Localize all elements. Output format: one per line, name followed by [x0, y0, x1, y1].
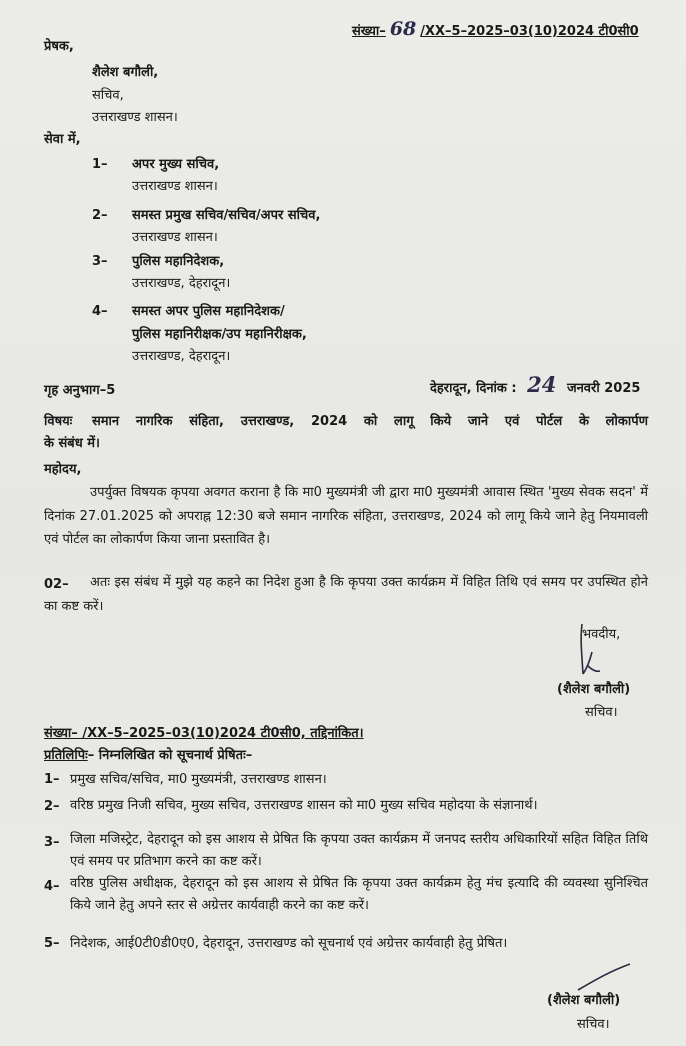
body-paragraph: उपर्युक्त विषयक कृपया अवगत कराना है कि मा0 मुख्यमंत्री जी द्वारा मा0 मुख्यमंत्री आवास स्थित 'मुख्य सेवक सदन' में दिनांक 27.01.2025 को अपराह्न 12:30 बजे समान नागरिक संहिता, उत्तराखण्ड, 2024 को लागू किये जाने हेतु नियमावली एवं पोर्टल का लोकार्पण किया जाना प्रस्तावित है।: [44, 485, 648, 547]
copy-item-text: जिला मजिस्ट्रेट, देहरादून को इस आशय से प्रेषित कि कृपया उक्त कार्यक्रम में जनपद स्तरीय अधिकारियों सहित विहित तिथि एवं समय पर प्रतिभाग करने का कष्ट करें।: [70, 832, 648, 869]
reference-suffix: /XX–5–2025–03(10)2024 टी0सी0: [420, 24, 639, 39]
recipient-line: समस्त प्रमुख सचिव/सचिव/अपर सचिव,: [132, 208, 321, 223]
body-paragraph: [44, 571, 648, 618]
date-day-handwritten: 24: [527, 372, 557, 397]
copy-item-text: वरिष्ठ पुलिस अधीक्षक, देहरादून को इस आशय से प्रेषित कि कृपया उक्त कार्यक्रम हेतु मंच इत्यादि की व्यवस्था सुनिश्चित किये जाने हेतु अपने स्तर से अग्रेत्तर कार्यवाही करने का कष्ट करें।: [70, 876, 648, 913]
subject-line: समान नागरिक संहिता, उत्तराखण्ड, 2024 को लागू किये जाने एवं पोर्टल के लोकार्पण: [92, 414, 648, 429]
recipient-number: 3–: [92, 254, 108, 269]
date-suffix: जनवरी 2025: [566, 381, 641, 396]
date-prefix: देहरादून, दिनांक :: [430, 381, 517, 396]
copy-item-text: प्रमुख सचिव/सचिव, मा0 मुख्यमंत्री, उत्तराखण्ड शासन।: [70, 772, 327, 787]
recipient-number: 2–: [92, 208, 108, 223]
signatory-name: (शैलेश बगौली): [557, 682, 631, 697]
sender-name: शैलेश बगौली,: [92, 65, 159, 80]
copy-label: प्रतिलिपिः: [44, 748, 88, 763]
sender-department: उत्तराखण्ड शासन।: [92, 110, 178, 125]
copy-item-number: 4–: [44, 879, 60, 894]
signatory-designation: सचिव।: [585, 705, 618, 720]
signatory-designation: सचिव।: [577, 1017, 610, 1032]
sender-label: प्रेषक,: [44, 39, 74, 54]
recipient-line: अपर मुख्य सचिव,: [132, 157, 220, 172]
recipient-line: समस्त अपर पुलिस महानिदेशक/: [132, 304, 285, 319]
copy-reference: संख्या– /XX–5–2025–03(10)2024 टी0सी0, तद्दिनांकित।: [44, 726, 364, 741]
closing-text: भवदीय,: [582, 627, 621, 642]
section-label: गृह अनुभाग–5: [44, 383, 116, 398]
recipients-label: सेवा में,: [44, 132, 81, 147]
reference-handwritten-number: 68: [389, 18, 417, 40]
subject-label: विषयः: [44, 414, 73, 429]
salutation: महोदय,: [44, 462, 82, 477]
copy-item-number: 2–: [44, 799, 60, 814]
recipient-line: उत्तराखण्ड शासन।: [132, 230, 218, 245]
recipient-line: उत्तराखण्ड शासन।: [132, 179, 218, 194]
signatory-name: (शैलेश बगौली): [547, 993, 621, 1008]
sender-designation: सचिव,: [92, 88, 124, 103]
paragraph-number: 02–: [44, 577, 69, 592]
subject-line: के संबंध में।: [44, 436, 100, 451]
paragraph-text: अतः इस संबंध में मुझे यह कहने का निदेश हुआ है कि कृपया उक्त कार्यक्रम में विहित तिथि एवं समय पर उपस्थित होने का कष्ट करें।: [44, 575, 648, 614]
copy-label-rest: – निम्नलिखित को सूचनार्थ प्रेषितः–: [87, 748, 253, 763]
copy-item-text: वरिष्ठ प्रमुख निजी सचिव, मुख्य सचिव, उत्तराखण्ड शासन को मा0 मुख्य सचिव महोदया के संज्ञानार्थ।: [70, 798, 538, 813]
recipient-number: 1–: [92, 157, 108, 172]
signature-mark: [574, 960, 634, 996]
copy-item-number: 1–: [44, 772, 60, 787]
reference-prefix: संख्या–: [352, 24, 386, 39]
reference-number: [352, 20, 639, 41]
recipient-line: पुलिस महानिरीक्षक/उप महानिरीक्षक,: [132, 327, 307, 342]
copy-item-text: निदेशक, आई0टी0डी0ए0, देहरादून, उत्तराखण्ड को सूचनार्थ एवं अग्रेत्तर कार्यवाही हेतु प्रेषित।: [70, 936, 508, 951]
recipient-number: 4–: [92, 304, 108, 319]
copy-heading: [44, 747, 252, 765]
copy-item-number: 5–: [44, 936, 60, 951]
copy-item-number: 3–: [44, 835, 60, 850]
recipient-line: उत्तराखण्ड, देहरादून।: [132, 276, 231, 291]
recipient-line: पुलिस महानिदेशक,: [132, 254, 225, 269]
letter-date: [430, 372, 641, 398]
recipient-line: उत्तराखण्ड, देहरादून।: [132, 349, 231, 364]
